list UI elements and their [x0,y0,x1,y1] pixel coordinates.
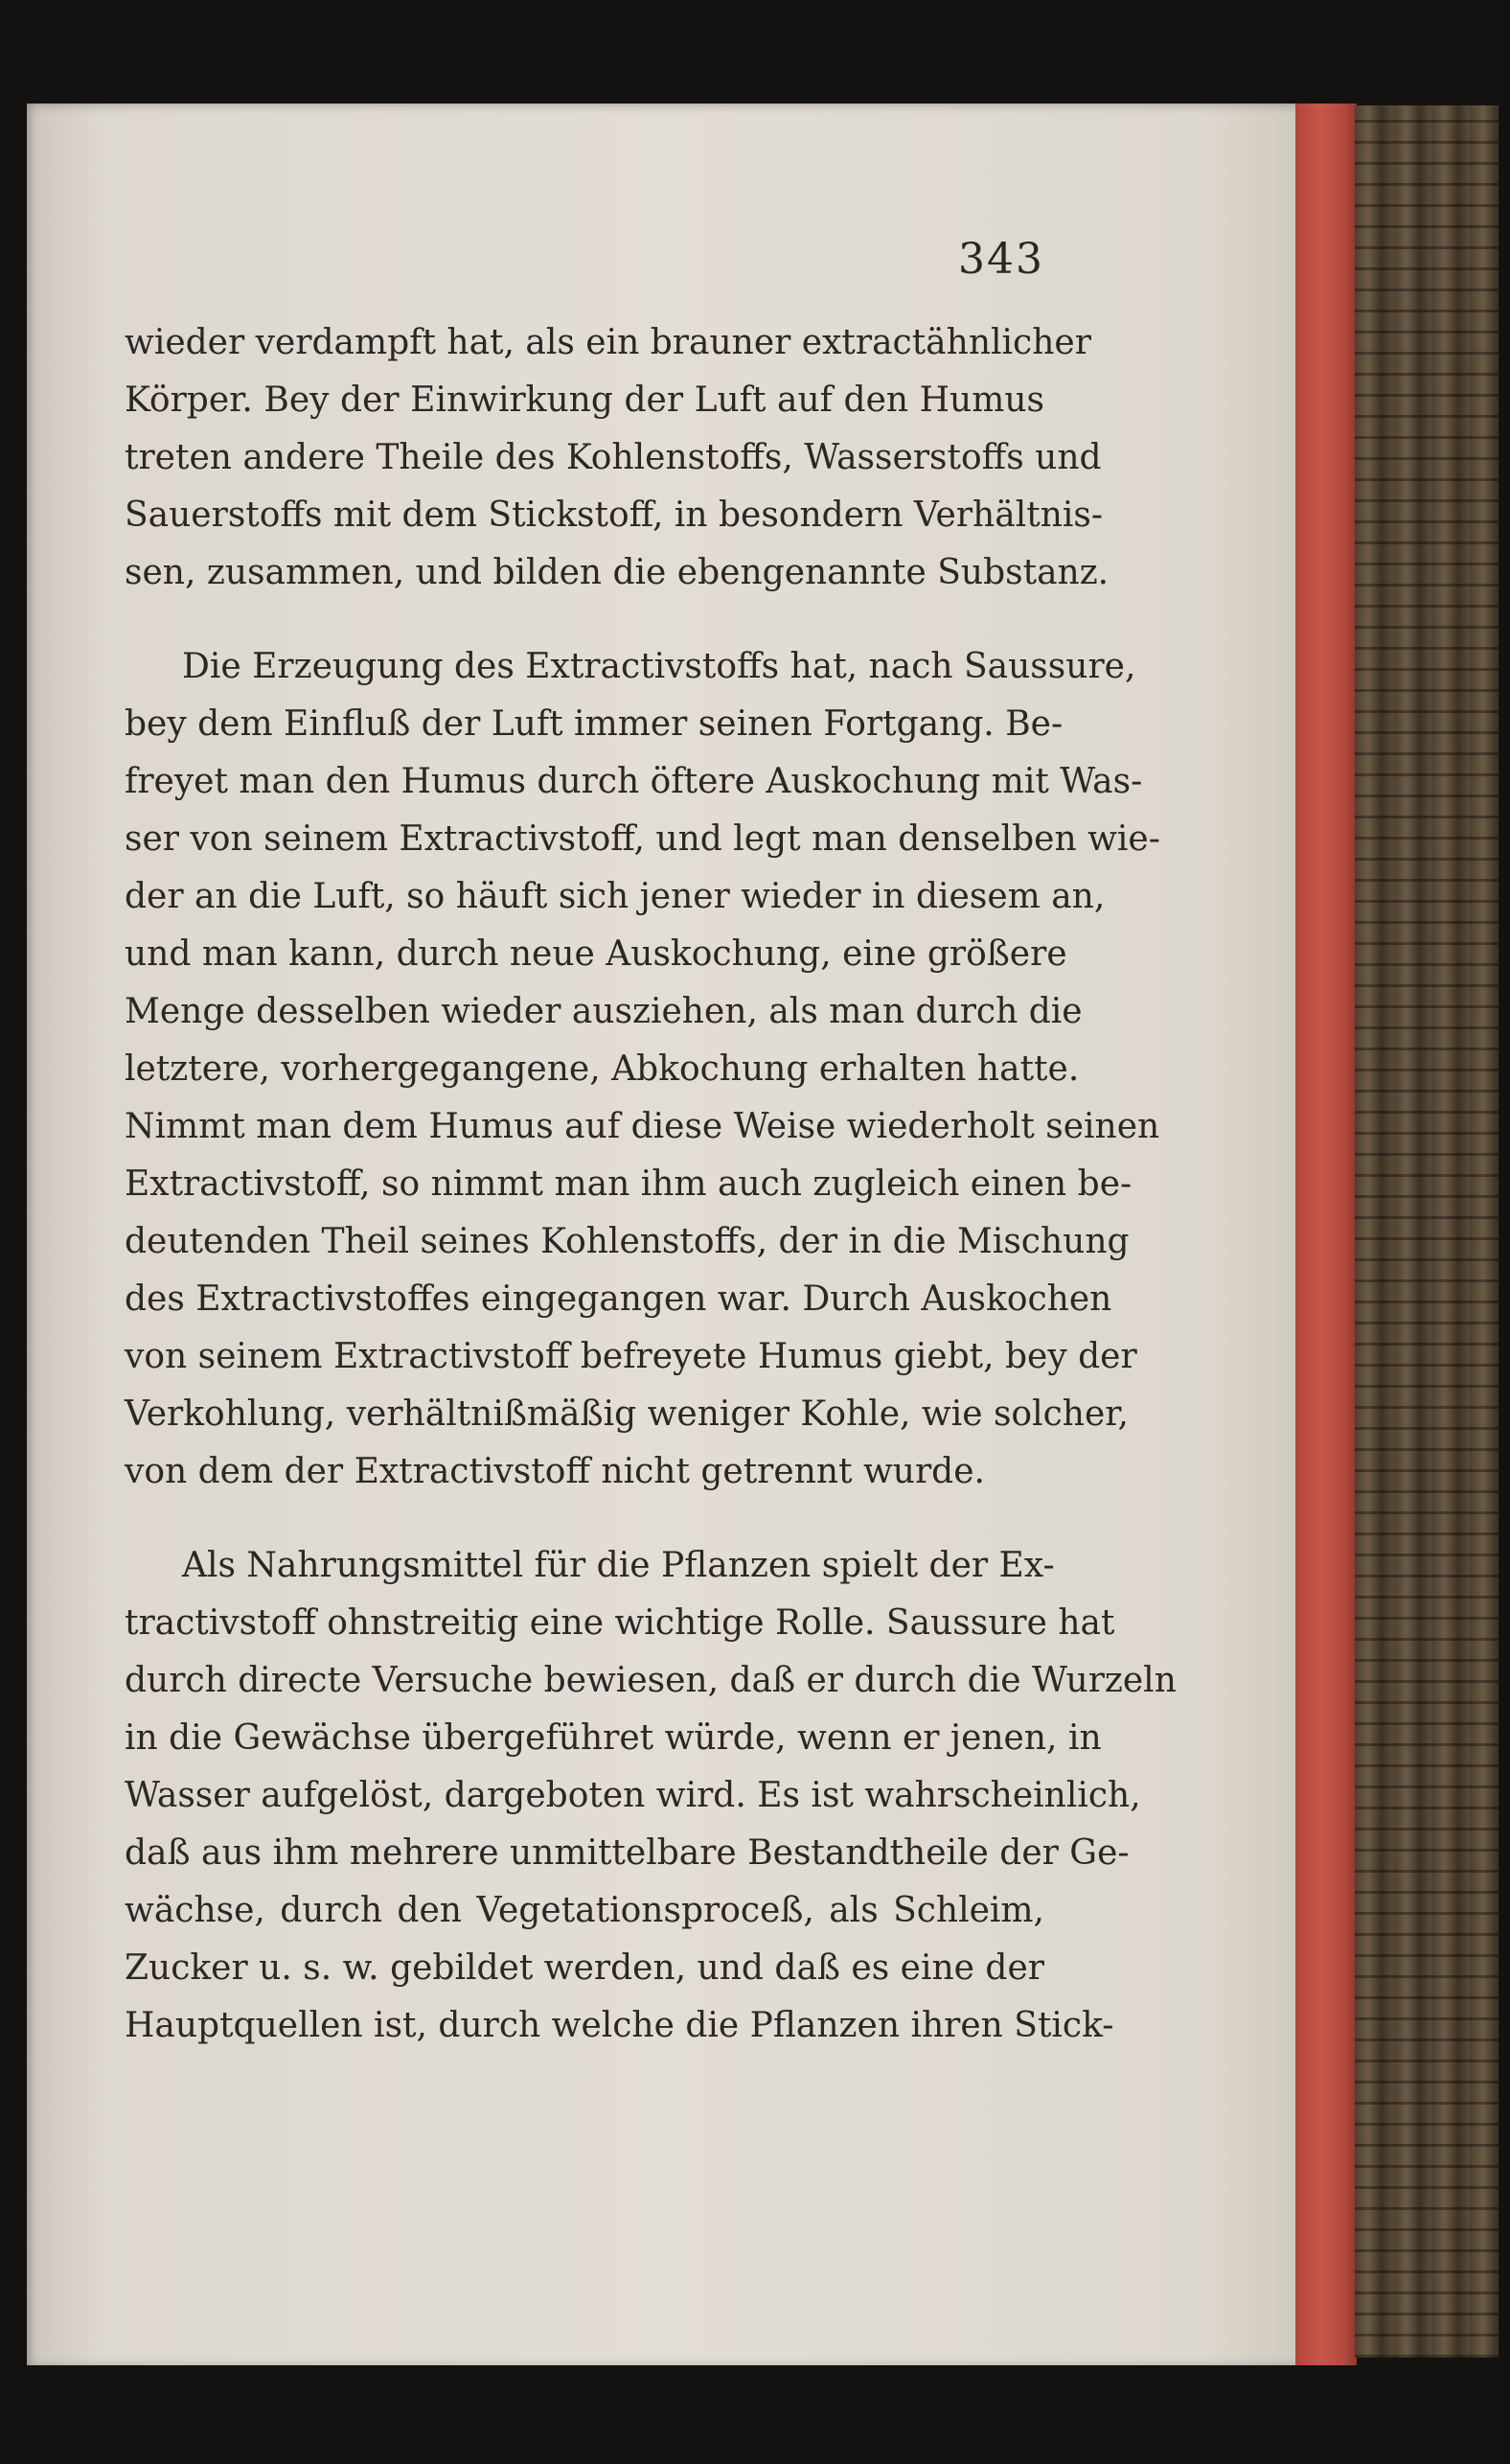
text-line: Nimmt man dem Humus auf diese Weise wiederholt seinen [125,1107,1160,1146]
text-line: Wasser aufgelöst, dargeboten wird. Es ist wahrscheinlich, [125,1776,1141,1815]
text-line: Extractivstoff, so nimmt man ihm auch zugleich einen be- [125,1164,1132,1204]
page-red-edge [1295,104,1357,2365]
text-line: tractivstoff ohnstreitig eine wichtige Rolle. Saussure hat [125,1603,1115,1643]
book-binding [1355,105,1499,2358]
text-line: Als Nahrungsmittel für die Pflanzen spielt der Ex- [182,1546,1055,1585]
text-line: Zucker u. s. w. gebildet werden, und daß es eine der [125,1948,1044,1988]
text-line: durch directe Versuche bewiesen, daß er durch die Wurzeln [125,1661,1177,1700]
text-line: Sauerstoffs mit dem Stickstoff, in besondern Verhältnis- [125,495,1104,535]
text-line: Körper. Bey der Einwirkung der Luft auf den Humus [125,380,1044,420]
text-line: von dem der Extractivstoff nicht getrennt wurde. [125,1452,985,1491]
body-text [125,314,1177,2055]
text-line: treten andere Theile des Kohlenstoffs, Wasserstoffs und [125,438,1102,477]
text-line: Hauptquellen ist, durch welche die Pflanzen ihren Stick- [125,2006,1114,2045]
text-line: der an die Luft, so häuft sich jener wieder in diesem an, [125,877,1106,916]
text-line: sen, zusammen, und bilden die ebengenannte Substanz. [125,553,1110,592]
text-line: daß aus ihm mehrere unmittelbare Bestandtheile der Ge- [125,1833,1130,1873]
text-line: des Extractivstoffes eingegangen war. Durch Auskochen [125,1279,1112,1319]
text-line: wieder verdampft hat, als ein brauner extractähnlicher [125,323,1091,362]
text-line: bey dem Einfluß der Luft immer seinen Fortgang. Be- [125,704,1064,744]
text-line: deutenden Theil seines Kohlenstoffs, der in die Mischung [125,1222,1130,1261]
text-line: letztere, vorhergegangene, Abkochung erhalten hatte. [125,1049,1080,1089]
page-number: 343 [958,235,1044,284]
text-line: Verkohlung, verhältnißmäßig weniger Kohle, wie solcher, [125,1394,1129,1434]
background-bottom [0,2365,1510,2464]
text-line: wächse, durch den Vegetationsproceß, als Schleim, [125,1891,1044,1930]
text-line: und man kann, durch neue Auskochung, eine größere [125,934,1067,974]
text-line: Menge desselben wieder ausziehen, als man durch die [125,992,1083,1031]
paragraph-gap [125,602,1044,638]
text-line: in die Gewächse übergeführet würde, wenn er jenen, in [125,1718,1102,1758]
paragraph-gap [125,1501,1044,1537]
text-line: Die Erzeugung des Extractivstoffs hat, nach Saussure, [182,647,1136,686]
text-line: ser von seinem Extractivstoff, und legt man denselben wie- [125,819,1160,859]
text-line: freyet man den Humus durch öftere Auskochung mit Was- [125,762,1143,801]
text-line: von seinem Extractivstoff befreyete Humus giebt, bey der [125,1337,1137,1376]
